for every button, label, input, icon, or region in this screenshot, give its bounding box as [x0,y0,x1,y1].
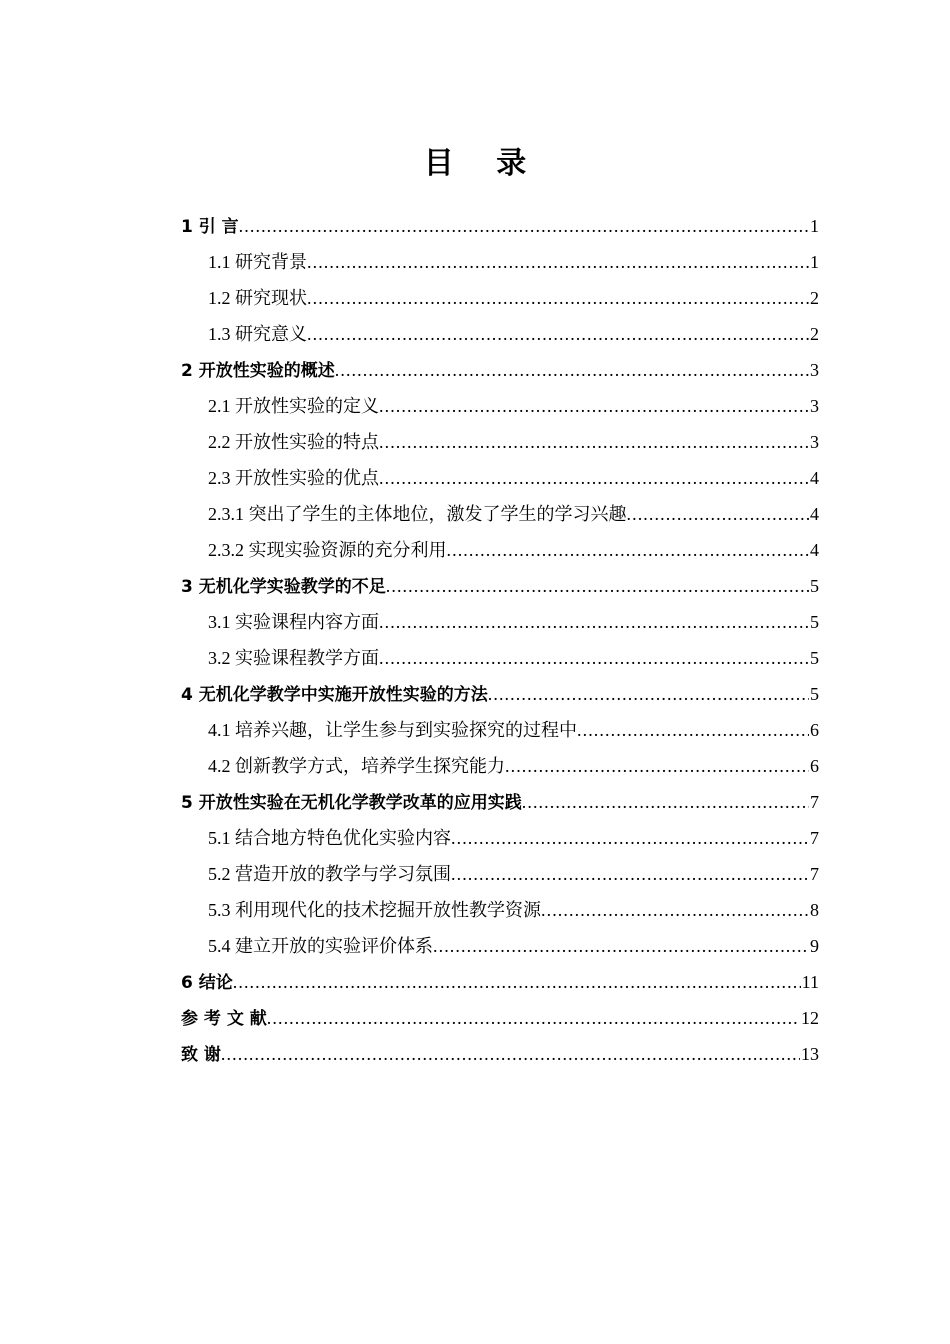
toc-page-number: 11 [801,972,819,992]
toc-entry-label: 5.4 建立开放的实验评价体系 [208,936,433,956]
toc-entry-label: 5.3 利用现代化的技术挖掘开放性教学资源 [208,900,541,920]
toc-entry-label: 1.1 研究背景 [208,252,307,272]
toc-entry-label: 5.1 结合地方特色优化实验内容 [208,828,451,848]
toc-dot-leader [307,316,809,352]
toc-entry[interactable] [0,532,950,568]
toc-entry[interactable] [0,208,950,244]
toc-page-number: 5 [810,576,819,596]
toc-dot-leader [386,568,809,604]
toc-dot-leader [541,892,809,928]
toc-dot-leader [379,424,809,460]
toc-page-number: 7 [810,828,819,848]
toc-entry-label: 2.3 开放性实验的优点 [208,468,379,488]
toc-entry-label: 4.2 创新教学方式，培养学生探究能力 [208,756,505,776]
toc-page-number: 4 [810,540,819,560]
toc-dot-leader [267,1000,800,1036]
page-title: 目 录 [423,146,543,181]
toc-entry-label: 4.1 培养兴趣，让学生参与到实验探究的过程中 [208,720,577,740]
toc-page-number: 7 [810,864,819,884]
toc-entry[interactable] [0,892,950,928]
toc-page-number: 1 [810,252,819,272]
toc-page-number: 2 [810,324,819,344]
toc-entry[interactable] [0,388,950,424]
toc-page-number: 6 [810,720,819,740]
toc-list [0,208,950,1072]
toc-entry[interactable] [0,640,950,676]
toc-dot-leader [233,964,801,1000]
toc-entry[interactable] [0,964,950,1000]
toc-entry-label: 3.2 实验课程教学方面 [208,648,379,668]
toc-dot-leader [451,820,809,856]
toc-entry-label: 4 无机化学教学中实施开放性实验的方法 [181,685,488,705]
toc-entry[interactable] [0,604,950,640]
toc-dot-leader [307,244,809,280]
toc-entry-label: 2.3.1 突出了学生的主体地位，激发了学生的学习兴趣 [208,504,627,524]
toc-entry[interactable] [0,352,950,388]
toc-entry[interactable] [0,748,950,784]
toc-entry[interactable] [0,424,950,460]
toc-entry[interactable] [0,244,950,280]
toc-page-number: 7 [810,792,819,812]
toc-entry-label: 1.3 研究意义 [208,324,307,344]
toc-dot-leader [307,280,809,316]
toc-entry[interactable] [0,460,950,496]
toc-entry-label: 3 无机化学实验教学的不足 [181,577,386,597]
toc-page-number: 4 [810,468,819,488]
toc-page-number: 12 [801,1008,819,1028]
toc-entry-label: 2.3.2 实现实验资源的充分利用 [208,540,447,560]
toc-page-number: 6 [810,756,819,776]
toc-entry[interactable] [0,496,950,532]
toc-page-number: 4 [810,504,819,524]
toc-page-number: 5 [810,684,819,704]
toc-dot-leader [505,748,809,784]
toc-entry-label: 2.2 开放性实验的特点 [208,432,379,452]
toc-entry[interactable] [0,784,950,820]
toc-entry[interactable] [0,712,950,748]
toc-entry-label: 6 结论 [181,973,233,993]
toc-dot-leader [379,640,809,676]
toc-entry-label: 5.2 营造开放的教学与学习氛围 [208,864,451,884]
toc-entry-label: 2.1 开放性实验的定义 [208,396,379,416]
toc-dot-leader [433,928,809,964]
toc-entry[interactable] [0,280,950,316]
toc-page-number: 1 [810,216,819,236]
toc-page-number: 13 [801,1044,819,1064]
toc-entry-label: 参 考 文 献 [181,1009,267,1029]
toc-dot-leader [522,784,809,820]
toc-page-number: 3 [810,360,819,380]
toc-dot-leader [451,856,809,892]
toc-entry[interactable] [0,316,950,352]
toc-page-number: 8 [810,900,819,920]
toc-dot-leader [447,532,810,568]
toc-entry[interactable] [0,676,950,712]
toc-entry[interactable] [0,928,950,964]
toc-dot-leader [379,604,809,640]
toc-dot-leader [239,208,809,244]
toc-page-number: 5 [810,612,819,632]
toc-dot-leader [379,460,809,496]
toc-entry-label: 3.1 实验课程内容方面 [208,612,379,632]
toc-dot-leader [627,496,810,532]
toc-dot-leader [335,352,809,388]
toc-dot-leader [488,676,809,712]
toc-dot-leader [577,712,809,748]
toc-entry[interactable] [0,1000,950,1036]
toc-entry[interactable] [0,820,950,856]
toc-page-number: 2 [810,288,819,308]
toc-entry[interactable] [0,856,950,892]
toc-entry-label: 1.2 研究现状 [208,288,307,308]
toc-entry[interactable] [0,568,950,604]
toc-entry[interactable] [0,1036,950,1072]
toc-page-number: 3 [810,396,819,416]
toc-entry-label: 5 开放性实验在无机化学教学改革的应用实践 [181,793,522,813]
toc-page-number: 3 [810,432,819,452]
toc-dot-leader [221,1036,800,1072]
toc-page-number: 9 [810,936,819,956]
toc-entry-label: 致 谢 [181,1045,221,1065]
toc-entry-label: 1 引 言 [181,217,239,237]
toc-entry-label: 2 开放性实验的概述 [181,361,335,381]
toc-dot-leader [379,388,809,424]
toc-page-number: 5 [810,648,819,668]
